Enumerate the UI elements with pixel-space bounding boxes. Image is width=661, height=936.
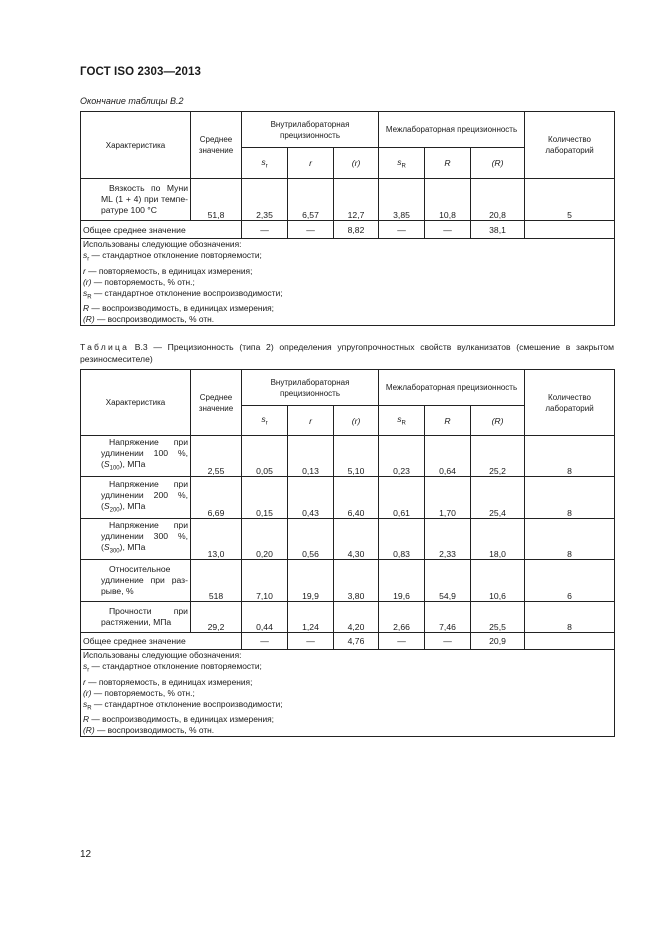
header-intralab: Внутрилабораторная прецизионность [242, 370, 379, 406]
cell-sr: 2,35 [242, 179, 288, 221]
average-row [81, 221, 615, 239]
table-b3-caption: Таблица В.3 — Прецизионность (типа 2) определения упругопрочностных свойств вулканизатов (смешение в закрытом резиносмесителе) [80, 342, 614, 364]
table-row [81, 179, 615, 221]
cell-r-percent: 12,7 [334, 179, 379, 221]
cell-R-percent: 25,4 [471, 477, 525, 519]
cell-sR: 0,61 [379, 477, 425, 519]
cell-labs: 6 [525, 560, 615, 602]
cell-labs: 8 [525, 436, 615, 477]
cell-r: 19,9 [288, 560, 334, 602]
table-row [81, 560, 615, 602]
document-title: ГОСТ ISO 2303—2013 [80, 66, 202, 78]
symbol-r-percent: (r) [334, 406, 379, 436]
symbols-legend: Использованы следующие обозначения: $s_r$ — стандартное отклонение повторяемости; r — повторяемость, в единицах измерения; (r) — повторяемость, % отн.; $s_R$ — стандартное отклонение воспроизводимости; R — воспроизводимость, в единицах измерения; (R) — воспроизводимость, % отн. [81, 239, 615, 326]
header-intralab: Внутрилабораторная прецизионность [242, 112, 379, 148]
cell-mean: 51,8 [191, 179, 242, 221]
cell-R: 10,8 [425, 179, 471, 221]
cell-r: 1,24 [288, 602, 334, 633]
average-row [81, 633, 615, 650]
cell-r: 0,13 [288, 436, 334, 477]
page-number: 12 [80, 849, 92, 860]
avg-sR: — [379, 221, 425, 239]
row-label: Напряжение при удлинении 300 %, $(S_{300})$, МПа [81, 519, 191, 560]
row-label: Напряжение при удлинении 200 %, $(S_{200})$, МПа [81, 477, 191, 519]
symbol-sR: $s_R$ [379, 148, 425, 179]
symbol-R-percent: (R) [471, 148, 525, 179]
avg-R: — [425, 633, 471, 650]
avg-labs [525, 221, 615, 239]
cell-labs: 8 [525, 602, 615, 633]
avg-sr: — [242, 633, 288, 650]
symbol-R: R [425, 406, 471, 436]
avg-r-percent: 8,82 [334, 221, 379, 239]
cell-sr: 0,05 [242, 436, 288, 477]
cell-r-percent: 6,40 [334, 477, 379, 519]
cell-sR: 19,6 [379, 560, 425, 602]
average-label: Общее среднее значение [81, 221, 242, 239]
cell-r-percent: 3,80 [334, 560, 379, 602]
table-b2-continuation-caption: Окончание таблицы В.2 [80, 96, 184, 106]
cell-r-percent: 4,20 [334, 602, 379, 633]
cell-R-percent: 25,2 [471, 436, 525, 477]
row-label: Прочности при растяжении, МПа [81, 602, 191, 633]
symbol-sR: $s_R$ [379, 406, 425, 436]
cell-R-percent: 10,6 [471, 560, 525, 602]
avg-sr: — [242, 221, 288, 239]
table-b3 [80, 369, 615, 737]
avg-r-percent: 4,76 [334, 633, 379, 650]
cell-R: 0,64 [425, 436, 471, 477]
symbol-sr: $s_r$ [242, 148, 288, 179]
cell-mean: 13,0 [191, 519, 242, 560]
cell-sR: 3,85 [379, 179, 425, 221]
symbol-sr: $s_r$ [242, 406, 288, 436]
symbol-r: r [288, 148, 334, 179]
header-mean: Среднее значение [191, 370, 242, 436]
cell-mean: 518 [191, 560, 242, 602]
header-labs: Количество лабораторий [525, 112, 615, 179]
cell-R: 54,9 [425, 560, 471, 602]
cell-R-percent: 18,0 [471, 519, 525, 560]
header-characteristic: Характеристика [81, 112, 191, 179]
table-row [81, 436, 615, 477]
cell-R: 7,46 [425, 602, 471, 633]
cell-R: 1,70 [425, 477, 471, 519]
cell-R-percent: 25,5 [471, 602, 525, 633]
cell-r-percent: 5,10 [334, 436, 379, 477]
cell-mean: 2,55 [191, 436, 242, 477]
avg-r: — [288, 221, 334, 239]
avg-R: — [425, 221, 471, 239]
avg-R-percent: 38,1 [471, 221, 525, 239]
cell-sr: 0,44 [242, 602, 288, 633]
cell-r: 6,57 [288, 179, 334, 221]
cell-sr: 0,15 [242, 477, 288, 519]
avg-R-percent: 20,9 [471, 633, 525, 650]
row-label: Вязкость по Муни ML (1 + 4) при температуре 100 °С [81, 179, 191, 221]
row-label: Напряжение при удлинении 100 %, $(S_{100})$, МПа [81, 436, 191, 477]
header-interlab: Межлабораторная прецизионность [379, 370, 525, 406]
symbol-r-percent: (r) [334, 148, 379, 179]
cell-labs: 5 [525, 179, 615, 221]
avg-r: — [288, 633, 334, 650]
cell-sR: 0,23 [379, 436, 425, 477]
cell-R: 2,33 [425, 519, 471, 560]
cell-r-percent: 4,30 [334, 519, 379, 560]
avg-sR: — [379, 633, 425, 650]
cell-r: 0,56 [288, 519, 334, 560]
header-interlab: Межлабораторная прецизионность [379, 112, 525, 148]
cell-sr: 0,20 [242, 519, 288, 560]
symbol-r: r [288, 406, 334, 436]
table-row [81, 519, 615, 560]
header-labs: Количество лабораторий [525, 370, 615, 436]
symbol-R-percent: (R) [471, 406, 525, 436]
cell-labs: 8 [525, 477, 615, 519]
cell-sr: 7,10 [242, 560, 288, 602]
symbols-legend: Использованы следующие обозначения: $s_r$ — стандартное отклонение повторяемости; r — повторяемость, в единицах измерения; (r) — повторяемость, % отн.; $s_R$ — стандартное отклонение воспроизводимости; R — воспроизводимость, в единицах измерения; (R) — воспроизводимость, % отн. [81, 650, 615, 737]
cell-sR: 2,66 [379, 602, 425, 633]
header-characteristic: Характеристика [81, 370, 191, 436]
table-row [81, 602, 615, 633]
cell-labs: 8 [525, 519, 615, 560]
cell-r: 0,43 [288, 477, 334, 519]
avg-labs [525, 633, 615, 650]
table-b2-end [80, 111, 615, 326]
table-row [81, 477, 615, 519]
cell-R-percent: 20,8 [471, 179, 525, 221]
average-label: Общее среднее значение [81, 633, 242, 650]
cell-mean: 29,2 [191, 602, 242, 633]
symbol-R: R [425, 148, 471, 179]
row-label: Относительное удлинение при разрыве, % [81, 560, 191, 602]
cell-mean: 6,69 [191, 477, 242, 519]
header-mean: Среднее значение [191, 112, 242, 179]
cell-sR: 0,83 [379, 519, 425, 560]
